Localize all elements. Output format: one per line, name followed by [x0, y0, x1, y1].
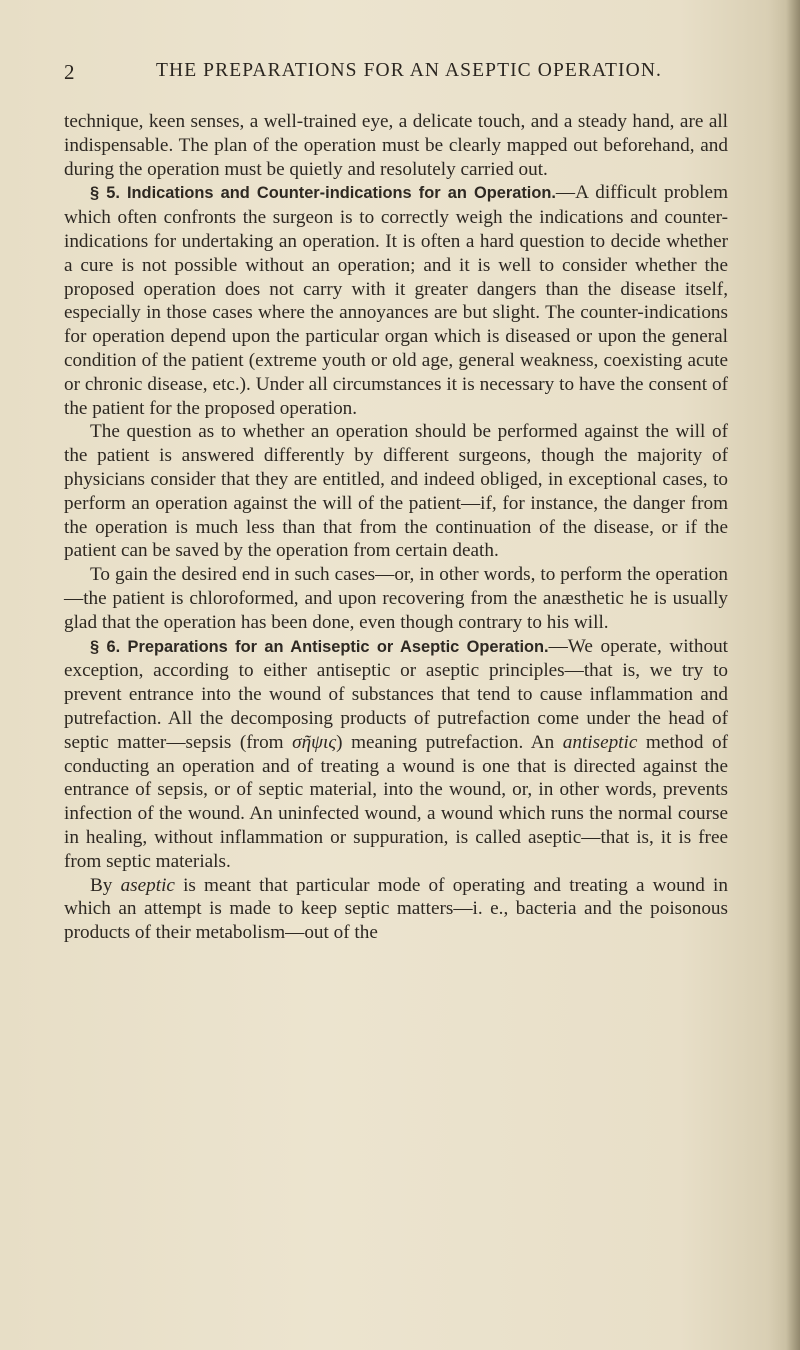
italic-term: aseptic	[120, 874, 175, 896]
body-text	[64, 110, 728, 945]
section-6-paragraph	[64, 635, 728, 874]
paragraph	[64, 563, 728, 634]
paragraph-text: To gain the desired end in such cases—or, in other words, to perform the operation—the patient is chloroformed, and upon recovering from the anæsthetic he is usually glad that the operation has been done, even though contrary to his will.	[64, 564, 728, 633]
running-title: THE PREPARATIONS FOR AN ASEPTIC OPERATION.	[156, 60, 662, 81]
page-number: 2	[64, 60, 75, 84]
paragraph-text: is meant that particular mode of operating and treating a wound in which an attempt is made to keep septic matters—i. e., bacteria and the poisonous products of their metabolism—out of the	[64, 874, 728, 944]
paragraph-text: ) meaning putrefaction. An	[336, 731, 563, 753]
paragraph-text: The question as to whether an operation should be performed against the will of the patient is answered differently by different surgeons, though the majority of physicians consider that they are entitled, and indeed obliged, in exceptional cases, to perform an operation against the will of the patient—if, for instance, the danger from the operation is much less than that from the continuation of the disease, or if the patient can be saved by the operation from certain death.	[64, 421, 728, 562]
paragraph	[64, 420, 728, 563]
paragraph-text: —We operate, without exception, according to either antiseptic or aseptic principles—that is, we try to prevent entrance into the wound of substances that tend to cause inflammation and putrefaction. All the decomposing products of putrefaction come under the head of septic matter—sepsis (from	[64, 635, 729, 753]
page-header	[64, 60, 724, 90]
greek-word: σῆψις	[292, 731, 337, 753]
paragraph-continued	[64, 110, 728, 181]
paragraph-text: method of conducting an operation and of treating a wound is one that is directed against the entrance of sepsis, or of septic material, into the wound, or, in other words, prevents infection of the wound. An uninfected wound, a wound which runs the normal course in healing, without inflammation or suppuration, is called aseptic—that is, it is free from septic materials.	[64, 731, 729, 872]
paragraph-text: technique, keen senses, a well-trained eye, a delicate touch, and a steady hand, are all indispensable. The plan of the operation must be clearly mapped out beforehand, and during the operation must be quietly and resolutely carried out.	[64, 111, 728, 180]
page-edge-shadow	[786, 0, 800, 1350]
section-heading: § 5. Indications and Counter-indications for an Operation.	[90, 184, 556, 203]
section-5-paragraph	[64, 181, 728, 420]
paragraph	[64, 874, 728, 945]
italic-term: antiseptic	[562, 731, 638, 753]
paragraph-text: —A difficult problem which often confronts the surgeon is to correctly weigh the indications and counter-indications for undertaking an operation. It is often a hard question to decide whether a cure is not possible without an operation; and it is well to consider whether the proposed operation does not carry with it greater dangers than the disease itself, especially in those cases where the annoyances are but slight. The counter-indications for operation depend upon the particular organ which is diseased or upon the general condition of the patient (extreme youth or old age, general weakness, coexisting acute or chronic disease, etc.). Under all circumstances it is necessary to have the consent of the patient for the proposed operation.	[64, 182, 728, 419]
paragraph-lead: By	[90, 874, 121, 896]
section-heading: § 6. Preparations for an Antiseptic or Aseptic Operation.	[90, 637, 549, 656]
